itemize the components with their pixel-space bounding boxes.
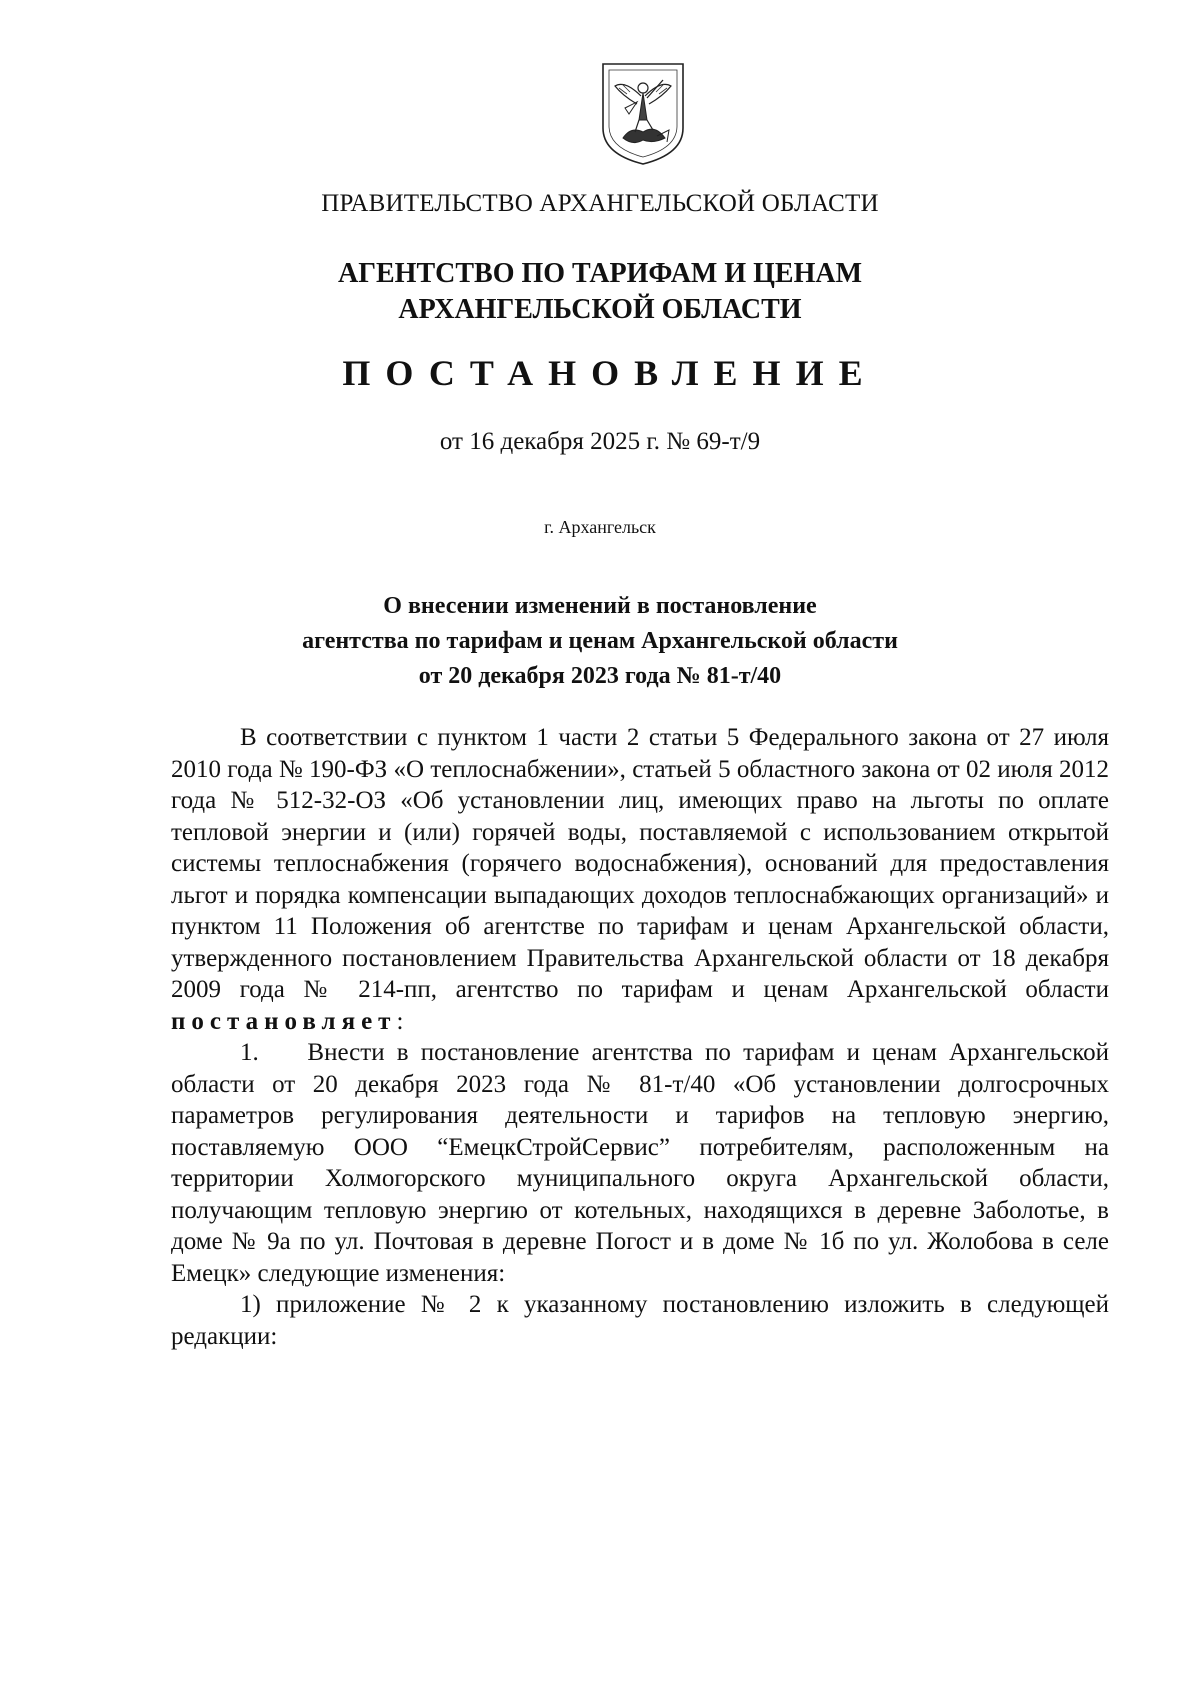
government-name: ПРАВИТЕЛЬСТВО АРХАНГЕЛЬСКОЙ ОБЛАСТИ [321, 190, 879, 217]
resolves-keyword: постановляет [171, 1007, 397, 1035]
date-and-number: от 16 декабря 2025 г. № 69-т/9 [439, 428, 761, 455]
city: г. Архангельск [544, 517, 656, 537]
preamble-text: В соответствии с пунктом 1 части 2 статьи 5 Федерального закона от 27 июля 2010 года № 190-ФЗ «О теплоснабжении», статьей 5 областного закона от 02 июля 2012 года № 512-32-ОЗ «Об установлении лиц, имеющих право на льготы по оплате тепловой энергии и (или) горячей воды, поставляемой с использованием открытой системы теплоснабжения (горячего водоснабжения), оснований для предоставления льгот и порядка компенсации выпадающих доходов теплоснабжающих организаций» и пунктом 11 Положения об агентстве по тарифам и ценам Архангельской области, утвержденного постановлением Правительства Архангельской области от 18 декабря 2009 года № 214-пп, агентство по тарифам и ценам Архангельской области [171, 724, 1109, 1003]
document-body [171, 722, 1116, 1352]
agency-name-line2: АРХАНГЕЛЬСКОЙ ОБЛАСТИ [398, 294, 802, 325]
preamble-colon: : [396, 1007, 404, 1035]
title-line2: агентства по тарифам и ценам Архангельской области [302, 628, 898, 654]
document-type: ПОСТАНОВЛЕНИЕ [342, 353, 878, 393]
coat-of-arms-icon [597, 58, 689, 168]
agency-name [0, 256, 1200, 328]
preamble-paragraph [171, 722, 1109, 1037]
subitem-1-paragraph: 1) приложение № 2 к указанному постановлению изложить в следующей редакции: [171, 1291, 1109, 1350]
agency-name-line1: АГЕНТСТВО ПО ТАРИФАМ И ЦЕНАМ [337, 258, 863, 289]
document-title [0, 589, 1200, 694]
title-line3: от 20 декабря 2023 года № 81-т/40 [418, 663, 782, 689]
item-1-paragraph: 1. Внести в постановление агентства по тарифам и ценам Архангельской области от 20 декабря 2023 года № 81-т/40 «Об установлении долгосрочных параметров регулирования деятельности и тарифов на тепловую энергию, поставляемую ООО “ЕмецкСтройСервис” потребителям, расположенным на территории Холмогорского муниципального округа Архангельской области, получающим тепловую энергию от котельных, находящихся в деревне Заболотье, в доме № 9а по ул. Почтовая в деревне Погост и в доме № 1б по ул. Жолобова в селе Емецк» следующие изменения: [171, 1039, 1116, 1287]
title-line1: О внесении изменений в постановление [383, 593, 817, 619]
